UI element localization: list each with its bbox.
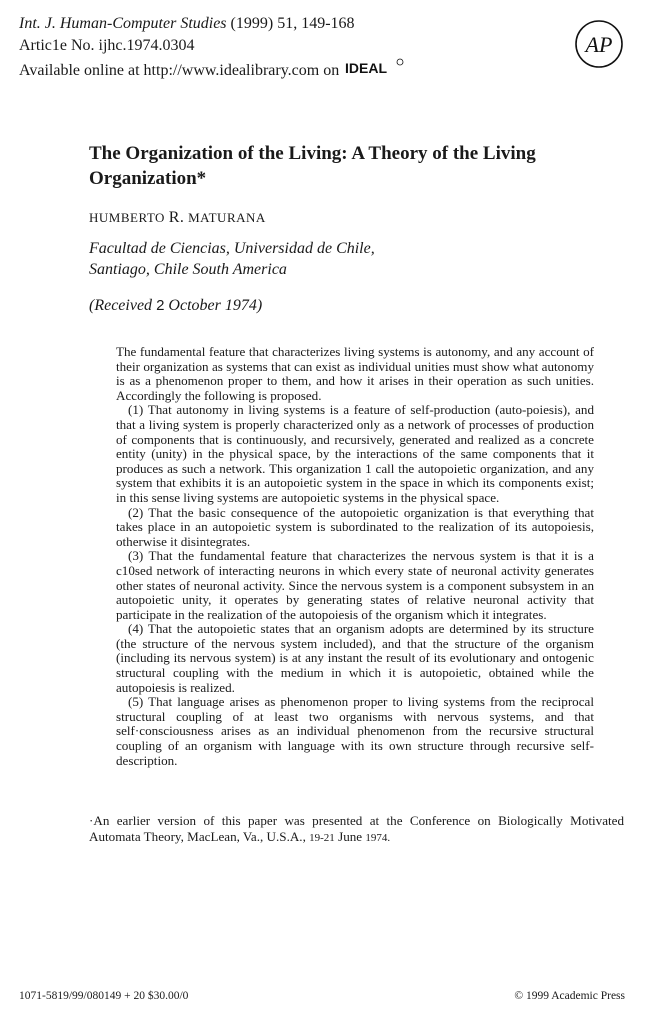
ap-logo-text: AP: [585, 32, 613, 57]
journal-name: Int. J. Human-Computer Studies: [19, 15, 227, 32]
available-online-text: Available online at http://www.idealibrary.com on: [19, 62, 340, 79]
affiliation: [89, 238, 375, 280]
publisher-logo: [574, 19, 624, 69]
received-day: 2: [156, 297, 165, 314]
footnote-text: ·An earlier version of this paper was presented at the Conference on Biologically Motivated Automata Theory, MacLean, Va., U.S.A.,: [89, 813, 624, 844]
ideal-logo: [345, 58, 405, 84]
journal-year: (1999) 51, 149-168: [230, 15, 355, 32]
registered-mark-icon: [397, 59, 403, 65]
abstract-paragraph: (1) That autonomy in living systems is a feature of self-production (auto-poiesis), and that a living system is properly characterized only as a network of processes of production of components that is continuously, and recursively, generated and realized as a concrete entity (unity) in the physical space, by the interactions of the same components that it produces as such a network. This organization 1 call the autopoietic organization, and any system that exhibits it is an autopoietic system in the space in which its components exist; in this sense living systems are autopoietic systems in the physical space.: [116, 402, 594, 505]
received-date: [89, 297, 262, 315]
affiliation-line: Facultad de Ciencias, Universidad de Chile,: [89, 240, 375, 257]
footnote-dates: 19-21: [309, 832, 335, 844]
abstract-paragraph: (3) That the fundamental feature that characterizes the nervous system is that it is a c10sed network of interacting neurons in which every state of neuronal activity generates other states of neuronal activity. Since the nervous system is a component subsystem in an autopoietic unity, it operates by generating states of relative neuronal activity that participate in the realization of the autopoiesis of the organism which it integrates.: [116, 548, 594, 622]
author-last-name: MATURANA: [188, 210, 266, 225]
received-prefix: (Received: [89, 297, 153, 314]
abstract-paragraph: The fundamental feature that characterizes living systems is autonomy, and any account of their organization as systems that can exist as individual unities must show what autonomy is as a phenomenon proper to them, and how it arises in their operation as such unities. Accordingly the following is proposed.: [116, 344, 594, 403]
footnote: [89, 813, 624, 846]
footnote-year: 1974.: [365, 832, 391, 844]
ideal-logo-text: IDEAL: [345, 60, 388, 76]
ap-logo-icon: [574, 19, 624, 69]
paper-title: The Organization of the Living: A Theory of the Living Organization*: [89, 143, 536, 189]
ideal-logo-graphic: [345, 58, 405, 78]
footnote-month: June: [338, 829, 363, 844]
author: [89, 209, 266, 227]
abstract-paragraph: (4) That the autopoietic states that an organism adopts are determined by its structure (the structure of the nervous system included), and that the structure of the organism (including its nervous system) is at any instant the result of its evolutionary and ontogenic structural coupling with the medium in which it is autopoietic, obtained while the autopoiesis is realized.: [116, 621, 594, 695]
author-initial: R.: [168, 209, 185, 226]
author-first-name: HUMBERTO: [89, 210, 165, 225]
affiliation-line: Santiago, Chile South America: [89, 261, 287, 278]
received-rest: October 1974): [168, 297, 263, 314]
abstract-paragraph: (5) That language arises as phenomenon proper to living systems from the reciprocal structural coupling of at least two organisms with nervous systems, and that self·consciousness arises as an individual phenomenon from the recursive structural coupling of an organism with language with its own structure through recursive self-description.: [116, 694, 594, 768]
copyright-notice: © 1999 Academic Press: [514, 990, 625, 1002]
journal-citation: [19, 14, 355, 34]
article-number: Artic1e No. ijhc.1974.0304: [19, 37, 195, 54]
abstract-paragraph: (2) That the basic consequence of the autopoietic organization is that everything that takes place in an autopoietic system is subordinated to the realization of its autopoiesis, otherwise it disintegrates.: [116, 504, 594, 549]
abstract: [116, 345, 594, 768]
issn-code: 1071-5819/99/080149 + 20 $30.00/0: [19, 990, 189, 1002]
availability-line: [19, 58, 405, 84]
